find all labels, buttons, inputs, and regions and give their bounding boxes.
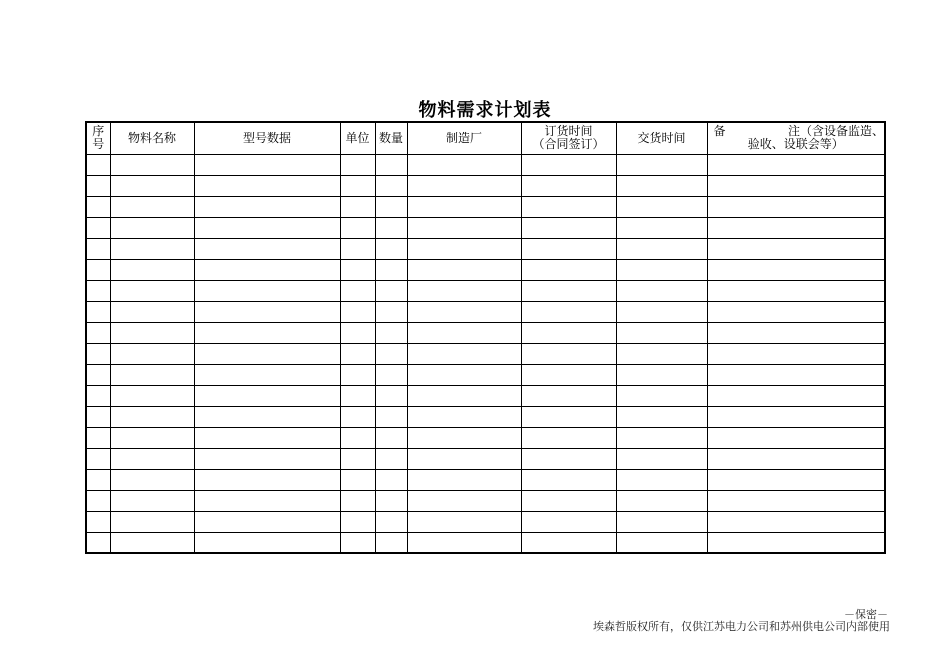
cell-order-time	[521, 280, 616, 301]
cell-delivery-time	[616, 175, 707, 196]
cell-remark	[707, 154, 885, 175]
cell-unit	[340, 196, 375, 217]
cell-delivery-time	[616, 196, 707, 217]
table-row	[86, 238, 885, 259]
cell-quantity	[375, 448, 407, 469]
cell-unit	[340, 427, 375, 448]
header-remark-bei: 备	[713, 124, 726, 139]
cell-model-data	[194, 301, 340, 322]
cell-seq	[86, 385, 110, 406]
cell-quantity	[375, 238, 407, 259]
cell-seq	[86, 217, 110, 238]
cell-model-data	[194, 259, 340, 280]
cell-quantity	[375, 175, 407, 196]
table-row	[86, 322, 885, 343]
cell-unit	[340, 511, 375, 532]
cell-order-time	[521, 511, 616, 532]
cell-manufacturer	[407, 427, 521, 448]
cell-seq	[86, 196, 110, 217]
cell-quantity	[375, 217, 407, 238]
table-row	[86, 469, 885, 490]
header-remark-line1: 注（含设备监造、	[787, 124, 884, 139]
table-row	[86, 448, 885, 469]
cell-seq	[86, 406, 110, 427]
cell-manufacturer	[407, 469, 521, 490]
cell-unit	[340, 175, 375, 196]
cell-order-time	[521, 385, 616, 406]
cell-manufacturer	[407, 364, 521, 385]
header-order-time	[521, 122, 616, 154]
cell-order-time	[521, 343, 616, 364]
cell-quantity	[375, 511, 407, 532]
header-row	[86, 122, 885, 154]
cell-model-data	[194, 385, 340, 406]
cell-remark	[707, 532, 885, 553]
cell-delivery-time	[616, 385, 707, 406]
cell-manufacturer	[407, 154, 521, 175]
cell-model-data	[194, 532, 340, 553]
cell-order-time	[521, 364, 616, 385]
cell-seq	[86, 448, 110, 469]
cell-order-time	[521, 427, 616, 448]
cell-manufacturer	[407, 259, 521, 280]
cell-unit	[340, 364, 375, 385]
cell-manufacturer	[407, 280, 521, 301]
cell-material-name	[110, 448, 194, 469]
cell-seq	[86, 532, 110, 553]
cell-model-data	[194, 217, 340, 238]
cell-model-data	[194, 196, 340, 217]
cell-remark	[707, 469, 885, 490]
cell-material-name	[110, 469, 194, 490]
cell-remark	[707, 322, 885, 343]
cell-material-name	[110, 406, 194, 427]
cell-material-name	[110, 301, 194, 322]
material-plan-table	[85, 121, 886, 554]
cell-unit	[340, 154, 375, 175]
table-row	[86, 532, 885, 553]
table-row	[86, 406, 885, 427]
table-row	[86, 364, 885, 385]
cell-model-data	[194, 364, 340, 385]
header-seq-line1: 序	[92, 124, 105, 139]
cell-quantity	[375, 385, 407, 406]
cell-order-time	[521, 175, 616, 196]
cell-order-time	[521, 301, 616, 322]
cell-material-name	[110, 364, 194, 385]
cell-model-data	[194, 469, 340, 490]
cell-order-time	[521, 196, 616, 217]
table-row	[86, 301, 885, 322]
cell-manufacturer	[407, 490, 521, 511]
cell-quantity	[375, 406, 407, 427]
cell-material-name	[110, 385, 194, 406]
cell-unit	[340, 532, 375, 553]
cell-material-name	[110, 427, 194, 448]
cell-manufacturer	[407, 322, 521, 343]
header-unit: 单位	[340, 122, 375, 154]
cell-unit	[340, 490, 375, 511]
cell-order-time	[521, 406, 616, 427]
cell-delivery-time	[616, 469, 707, 490]
header-seq	[86, 122, 110, 154]
cell-unit	[340, 469, 375, 490]
cell-remark	[707, 364, 885, 385]
cell-delivery-time	[616, 364, 707, 385]
cell-remark	[707, 490, 885, 511]
cell-seq	[86, 364, 110, 385]
cell-model-data	[194, 406, 340, 427]
cell-quantity	[375, 280, 407, 301]
cell-unit	[340, 448, 375, 469]
footer-copyright: 埃森哲版权所有，仅供江苏电力公司和苏州供电公司内部使用	[593, 620, 890, 633]
cell-model-data	[194, 154, 340, 175]
header-remark	[707, 122, 885, 154]
cell-quantity	[375, 322, 407, 343]
cell-manufacturer	[407, 511, 521, 532]
cell-unit	[340, 406, 375, 427]
cell-model-data	[194, 490, 340, 511]
header-quantity: 数量	[375, 122, 407, 154]
cell-unit	[340, 322, 375, 343]
cell-seq	[86, 511, 110, 532]
cell-quantity	[375, 259, 407, 280]
cell-material-name	[110, 154, 194, 175]
cell-delivery-time	[616, 511, 707, 532]
cell-unit	[340, 343, 375, 364]
cell-material-name	[110, 343, 194, 364]
cell-delivery-time	[616, 217, 707, 238]
cell-seq	[86, 490, 110, 511]
cell-order-time	[521, 238, 616, 259]
header-order-time-line2: （合同签订）	[532, 137, 605, 152]
table-row	[86, 196, 885, 217]
cell-order-time	[521, 448, 616, 469]
header-manufacturer: 制造厂	[407, 122, 521, 154]
cell-quantity	[375, 154, 407, 175]
cell-order-time	[521, 469, 616, 490]
cell-remark	[707, 217, 885, 238]
header-seq-line2: 号	[92, 137, 105, 152]
cell-model-data	[194, 511, 340, 532]
table-row	[86, 490, 885, 511]
cell-delivery-time	[616, 448, 707, 469]
table-row	[86, 343, 885, 364]
cell-remark	[707, 343, 885, 364]
cell-manufacturer	[407, 385, 521, 406]
cell-unit	[340, 238, 375, 259]
cell-remark	[707, 301, 885, 322]
cell-remark	[707, 406, 885, 427]
cell-unit	[340, 280, 375, 301]
cell-quantity	[375, 301, 407, 322]
cell-quantity	[375, 343, 407, 364]
cell-quantity	[375, 490, 407, 511]
cell-model-data	[194, 175, 340, 196]
cell-model-data	[194, 448, 340, 469]
cell-seq	[86, 154, 110, 175]
cell-seq	[86, 469, 110, 490]
cell-delivery-time	[616, 259, 707, 280]
cell-remark	[707, 511, 885, 532]
cell-order-time	[521, 532, 616, 553]
cell-delivery-time	[616, 406, 707, 427]
cell-seq	[86, 259, 110, 280]
table-row	[86, 427, 885, 448]
cell-model-data	[194, 238, 340, 259]
cell-model-data	[194, 280, 340, 301]
cell-quantity	[375, 364, 407, 385]
table-row	[86, 217, 885, 238]
cell-delivery-time	[616, 427, 707, 448]
cell-manufacturer	[407, 448, 521, 469]
cell-manufacturer	[407, 301, 521, 322]
cell-remark	[707, 175, 885, 196]
table-row	[86, 259, 885, 280]
table-row	[86, 175, 885, 196]
table-row	[86, 385, 885, 406]
cell-remark	[707, 238, 885, 259]
cell-remark	[707, 385, 885, 406]
cell-material-name	[110, 280, 194, 301]
cell-delivery-time	[616, 490, 707, 511]
cell-material-name	[110, 532, 194, 553]
header-delivery-time: 交货时间	[616, 122, 707, 154]
cell-remark	[707, 196, 885, 217]
cell-unit	[340, 301, 375, 322]
cell-delivery-time	[616, 154, 707, 175]
page-title: 物料需求计划表	[418, 100, 552, 121]
cell-model-data	[194, 322, 340, 343]
table-body	[86, 154, 885, 553]
cell-material-name	[110, 217, 194, 238]
cell-seq	[86, 343, 110, 364]
cell-delivery-time	[616, 238, 707, 259]
cell-manufacturer	[407, 238, 521, 259]
header-model-data: 型号数据	[194, 122, 340, 154]
cell-model-data	[194, 427, 340, 448]
cell-order-time	[521, 217, 616, 238]
cell-delivery-time	[616, 532, 707, 553]
cell-remark	[707, 448, 885, 469]
table-row	[86, 511, 885, 532]
cell-seq	[86, 427, 110, 448]
cell-unit	[340, 217, 375, 238]
cell-remark	[707, 427, 885, 448]
cell-material-name	[110, 238, 194, 259]
cell-manufacturer	[407, 343, 521, 364]
cell-material-name	[110, 259, 194, 280]
cell-manufacturer	[407, 532, 521, 553]
cell-material-name	[110, 175, 194, 196]
cell-quantity	[375, 427, 407, 448]
cell-unit	[340, 385, 375, 406]
cell-order-time	[521, 154, 616, 175]
cell-delivery-time	[616, 280, 707, 301]
table-row	[86, 280, 885, 301]
cell-unit	[340, 259, 375, 280]
cell-seq	[86, 238, 110, 259]
cell-material-name	[110, 322, 194, 343]
cell-order-time	[521, 259, 616, 280]
cell-manufacturer	[407, 196, 521, 217]
cell-manufacturer	[407, 406, 521, 427]
cell-material-name	[110, 511, 194, 532]
cell-order-time	[521, 490, 616, 511]
footer-secret: －保密－	[844, 608, 888, 621]
cell-order-time	[521, 322, 616, 343]
cell-manufacturer	[407, 175, 521, 196]
cell-remark	[707, 280, 885, 301]
cell-seq	[86, 280, 110, 301]
table-row	[86, 154, 885, 175]
cell-delivery-time	[616, 301, 707, 322]
cell-delivery-time	[616, 343, 707, 364]
cell-remark	[707, 259, 885, 280]
cell-manufacturer	[407, 217, 521, 238]
cell-quantity	[375, 469, 407, 490]
cell-quantity	[375, 532, 407, 553]
header-order-time-line1: 订货时间	[544, 124, 593, 139]
cell-seq	[86, 175, 110, 196]
header-remark-line2: 验收、设联会等）	[747, 137, 844, 152]
cell-seq	[86, 301, 110, 322]
header-material-name: 物料名称	[110, 122, 194, 154]
cell-model-data	[194, 343, 340, 364]
cell-seq	[86, 322, 110, 343]
cell-delivery-time	[616, 322, 707, 343]
cell-material-name	[110, 490, 194, 511]
cell-material-name	[110, 196, 194, 217]
cell-quantity	[375, 196, 407, 217]
